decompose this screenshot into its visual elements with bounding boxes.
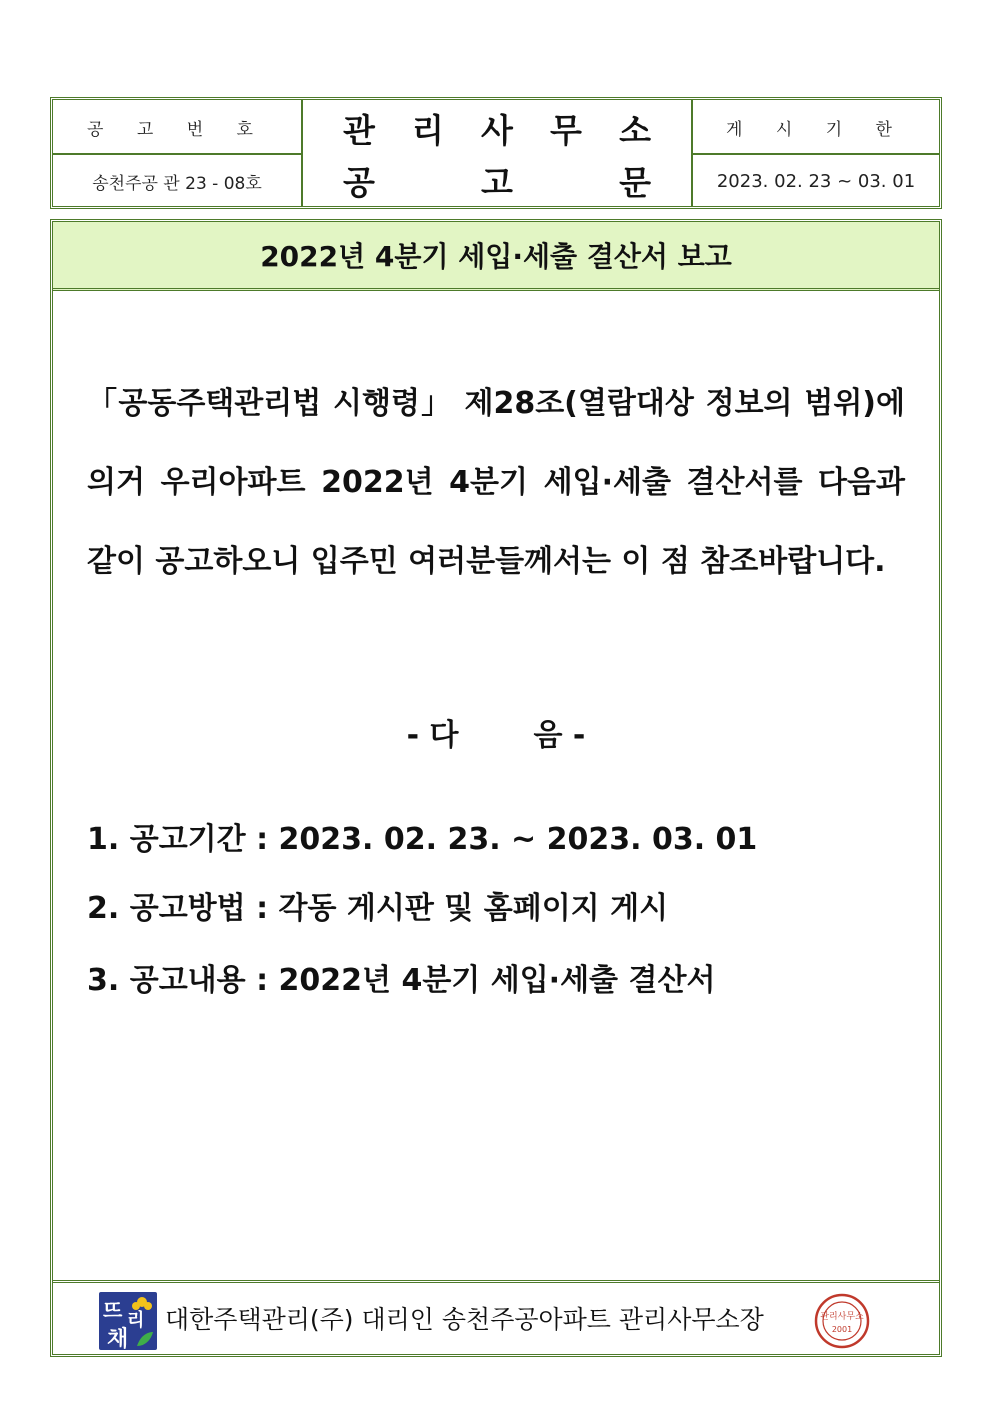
next-heading-right: 음 - bbox=[533, 718, 586, 753]
notice-item-content: 3. 공고내용 : 2022년 4분기 세입·세출 결산서 bbox=[87, 963, 716, 998]
notice-body-text: 「공동주택관리법 시행령」 제28조(열람대상 정보의 범위)에 의거 우리아파트 2022년 4분기 세입·세출 결산서를 다음과 같이 공고하오니 입주민 여러분들께서는 이 점 참조바랍니다. bbox=[87, 386, 905, 579]
notice-item-period: 1. 공고기간 : 2023. 02. 23. ~ 2023. 03. 01 bbox=[87, 822, 758, 857]
notice-title-char: 문 bbox=[619, 162, 651, 202]
logo-char: 뜨 bbox=[103, 1298, 123, 1322]
next-heading bbox=[53, 710, 939, 754]
notice-number-value: 송천주공 관 23 - 08호 bbox=[92, 173, 262, 194]
leaf-icon bbox=[135, 1330, 155, 1348]
notice-number-label: 공 고 번 호 bbox=[87, 119, 267, 140]
logo-char: 채 bbox=[107, 1327, 129, 1350]
notice-header-table bbox=[50, 97, 942, 209]
notice-body-box bbox=[50, 219, 942, 1357]
notice-number-value-cell bbox=[53, 155, 301, 207]
logo-char: 리 bbox=[127, 1310, 145, 1331]
seal-label: 관리사무소 bbox=[820, 1312, 864, 1322]
notice-title bbox=[303, 157, 691, 204]
office-title-char: 소 bbox=[619, 110, 651, 150]
office-title-char: 리 bbox=[412, 110, 444, 150]
seal-year: 2001 bbox=[831, 1325, 853, 1334]
office-title-cell bbox=[303, 102, 691, 154]
period-label-cell bbox=[693, 100, 939, 154]
notice-title-cell bbox=[303, 154, 691, 206]
company-logo bbox=[99, 1292, 157, 1350]
notice-title-char: 고 bbox=[481, 162, 513, 202]
office-title-char: 관 bbox=[343, 110, 375, 150]
footer-divider bbox=[53, 1280, 939, 1283]
notice-title-char: 공 bbox=[343, 162, 375, 202]
next-heading-left: - 다 bbox=[406, 718, 459, 753]
office-title-char: 사 bbox=[481, 110, 513, 150]
notice-number-label-cell bbox=[53, 100, 301, 154]
period-value: 2023. 02. 23 ~ 03. 01 bbox=[716, 170, 916, 192]
office-title bbox=[303, 105, 691, 152]
period-label: 게 시 기 한 bbox=[726, 119, 906, 140]
official-seal-icon bbox=[813, 1292, 871, 1350]
period-value-cell bbox=[693, 155, 939, 207]
document-title: 2022년 4분기 세입·세출 결산서 보고 bbox=[53, 222, 939, 291]
signature-text: 대한주택관리(주) 대리인 송천주공아파트 관리사무소장 bbox=[165, 1305, 764, 1334]
office-title-char: 무 bbox=[550, 110, 582, 150]
signature-footer bbox=[53, 1286, 939, 1352]
notice-item-method: 2. 공고방법 : 각동 게시판 및 홈페이지 게시 bbox=[87, 891, 669, 926]
